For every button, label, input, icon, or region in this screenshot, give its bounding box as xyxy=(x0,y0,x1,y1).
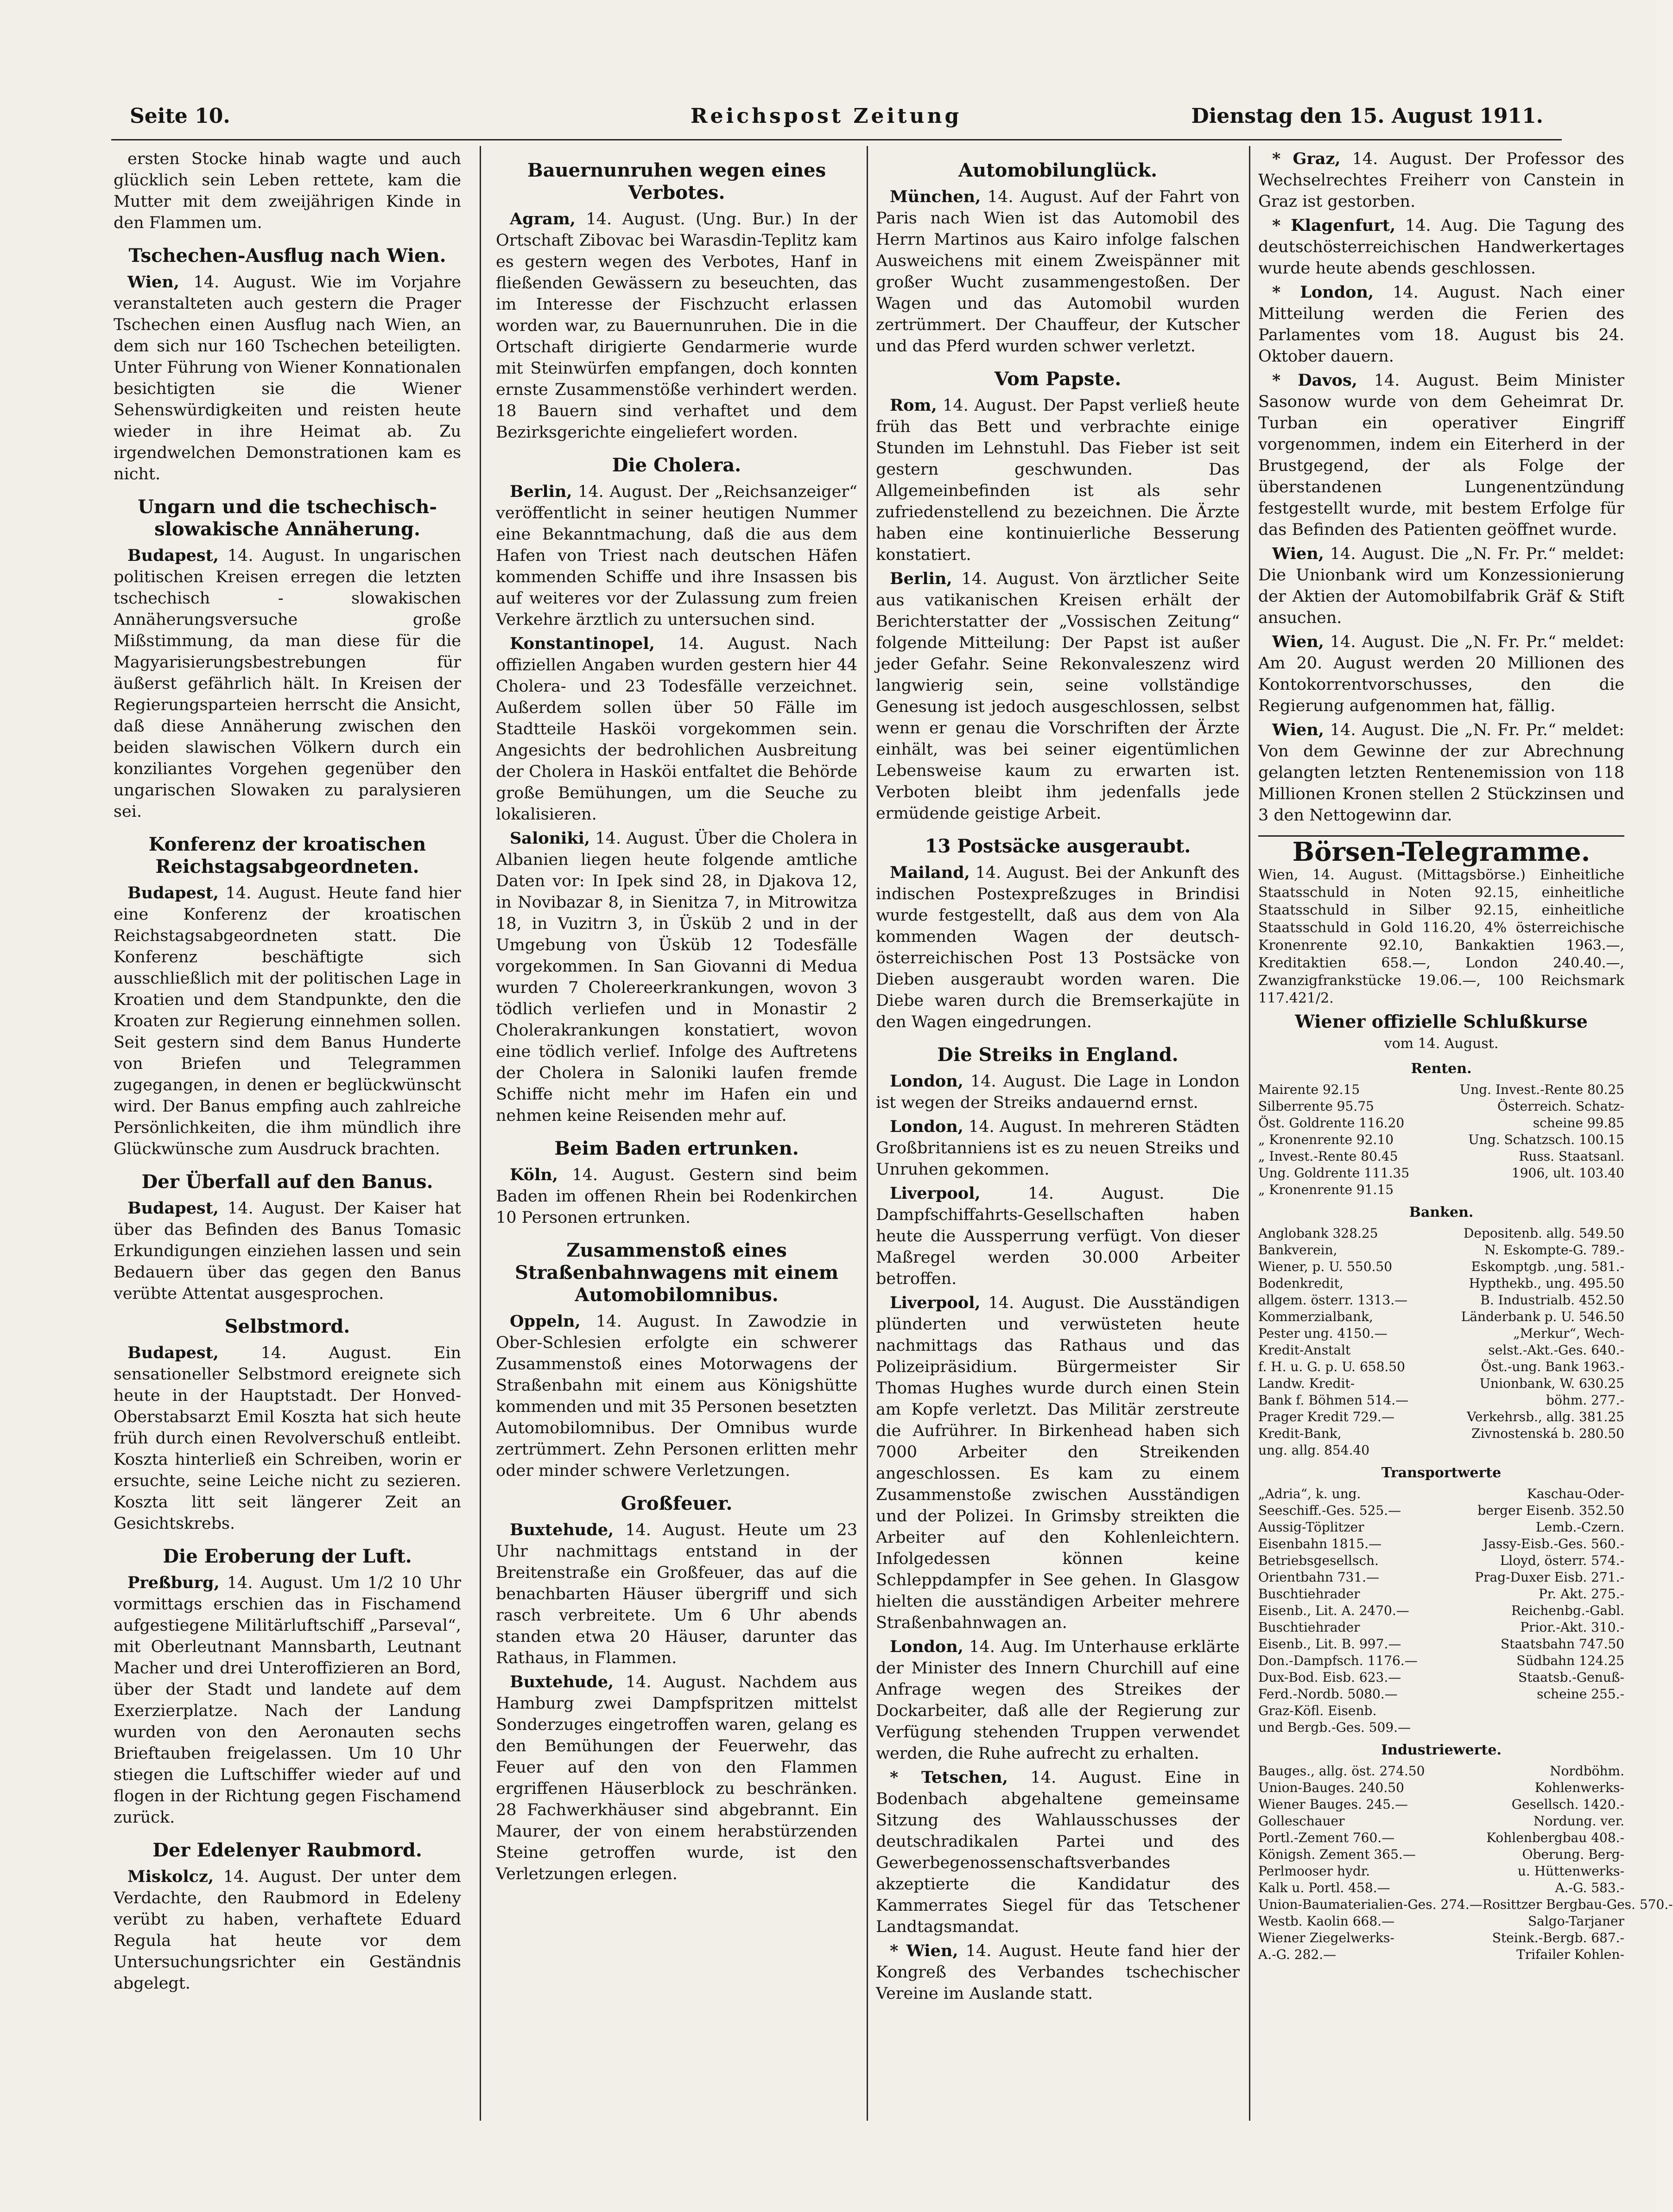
quote-cell: Golleschauer xyxy=(1258,1813,1345,1829)
quote-row xyxy=(1258,1880,1624,1896)
article-text: 14. August. Wie im Vorjahre veranstalteten auch gestern die Prager Tschechen einen Ausflug nach Wien, an dem sich nur 160 Tschechen beteiligten. Unter Führung von Wiener Konnationalen besichtigten sie die Wiener Sehenswürdigkeiten und reisten heute wieder in ihre Heimat ab. Zu irgendwelchen Demonstrationen kam es nicht. xyxy=(114,273,461,483)
quote-cell: Mairente 92.15 xyxy=(1258,1082,1360,1097)
article-paragraph xyxy=(1258,543,1624,629)
quote-cell: Depositenb. allg. 549.50 xyxy=(1463,1226,1624,1241)
quote-cell: Anglobank 328.25 xyxy=(1258,1226,1378,1241)
quote-cell: Ung. Goldrente 111.35 xyxy=(1258,1165,1410,1181)
quote-row xyxy=(1258,1653,1624,1669)
quote-cell: Rosittzer Bergbau-Ges. 570.- xyxy=(1482,1897,1673,1912)
article-text: 14. August. Nachdem aus Hamburg zwei Dampfspritzen mittelst Sonderzuges eingetroffen waren, gelang es den Bemühungen der Feuerwehr, das Feuer auf den von den Flammen ergriffenen Häuserblock zu beschränken. 28 Fachwerkhäuser sind abgebrannt. Ein Maurer, der von einem herabstürzenden Steine getroffen wurde, ist den Verletzungen erlegen. xyxy=(496,1673,857,1883)
quote-row xyxy=(1258,1669,1624,1686)
quote-cell: Bankverein, xyxy=(1258,1242,1337,1258)
quote-cell: Ferd.-Nordb. 5080.— xyxy=(1258,1686,1398,1702)
article-paragraph xyxy=(876,395,1240,566)
article-headline: Beim Baden ertrunken. xyxy=(554,1138,799,1159)
quote-row xyxy=(1258,1586,1624,1602)
quote-cell: Don.-Dampfsch. 1176.— xyxy=(1258,1653,1418,1668)
quote-cell: B. Industrialb. 452.50 xyxy=(1480,1292,1624,1308)
quote-row xyxy=(1258,1619,1624,1636)
dateline-place: Wien, xyxy=(127,273,179,292)
quote-row xyxy=(1258,1425,1624,1442)
quote-row xyxy=(1258,1846,1624,1863)
dateline-place: Budapest, xyxy=(127,884,219,903)
article-text: 14. August. Von ärztlicher Seite aus vatikanischen Kreisen erhält der Berichterstatter der „Vossischen Zeitung“ folgende Mitteilung: Der Papst ist außer jeder Gefahr. Seine Rekonvaleszenz wird langwierig sein, seine vollständige Genesung ist jedoch ausgeschlossen, selbst wenn er genau die Vorschriften der Ärzte einhält, was bei seiner eigentümlichen Lebensweise kaum zu erwarten ist. Verboten bleibt ihm jedenfalls jede ermüdende geistige Arbeit. xyxy=(876,570,1240,823)
article-paragraph xyxy=(876,1183,1240,1290)
quote-cell: böhm. 277.- xyxy=(1546,1392,1624,1408)
quote-row xyxy=(1258,1131,1624,1148)
dateline-place: Budapest, xyxy=(127,1199,219,1218)
quote-cell: Ung. Invest.-Rente 80.25 xyxy=(1459,1082,1624,1097)
quote-cell: Kohlenbergbau 408.- xyxy=(1486,1830,1624,1845)
dateline-place: * Tetschen, xyxy=(890,1768,1008,1787)
quote-table xyxy=(1258,1081,1624,1198)
quote-cell: Hypthekb., ung. 495.50 xyxy=(1469,1276,1624,1291)
article-headline: Die Eroberung der Luft. xyxy=(163,1545,412,1567)
article-text: 14. August. Der Professor des Wechselrechtes Freiherr von Canstein in Graz ist gestorben. xyxy=(1258,150,1624,211)
quote-cell: N. Eskompte-G. 789.- xyxy=(1484,1242,1624,1258)
dateline-place: Berlin, xyxy=(510,482,572,501)
article-headline: Selbstmord. xyxy=(224,1316,350,1337)
market-tables xyxy=(1258,1058,1673,1963)
quote-row xyxy=(1258,1342,1624,1359)
quote-cell: 1906, ult. 103.40 xyxy=(1511,1165,1624,1181)
quote-cell: Lemb.-Czern. xyxy=(1535,1519,1624,1535)
quote-cell: Gesellsch. 1420.- xyxy=(1511,1797,1624,1812)
quote-cell: Lloyd, österr. 574.- xyxy=(1500,1553,1624,1568)
quote-cell: Trifailer Kohlen- xyxy=(1516,1947,1624,1962)
article-paragraph xyxy=(876,1292,1240,1634)
dateline-place: München, xyxy=(890,187,981,206)
quote-cell: Öst.-ung. Bank 1963.- xyxy=(1481,1359,1624,1374)
masthead: Reichspost Zeitung xyxy=(691,104,962,128)
column-3 xyxy=(876,148,1240,2118)
quote-cell: Südbahn 124.25 xyxy=(1516,1653,1624,1668)
dateline-place: London, xyxy=(890,1117,963,1136)
quote-row xyxy=(1258,1896,1673,1913)
quote-cell: A.-G. 583.- xyxy=(1555,1880,1624,1895)
article-paragraph xyxy=(496,1164,857,1228)
quote-row xyxy=(1258,1796,1624,1813)
quote-cell: Österreich. Schatz- xyxy=(1497,1099,1624,1114)
quote-table xyxy=(1258,1225,1624,1459)
article-text: 14. August. Nach einer Mitteilung werden die Ferien des Parlamentes vom 18. August bis 24. Oktober dauern. xyxy=(1258,283,1625,366)
news-briefs xyxy=(1258,148,1624,826)
dateline-place: * Klagenfurt, xyxy=(1272,216,1396,235)
article-paragraph xyxy=(496,828,857,1126)
dateline-place: Wien, xyxy=(1272,632,1324,651)
quote-cell: Kohlenwerks- xyxy=(1534,1780,1624,1795)
quote-cell: Bauges., allg. öst. 274.50 xyxy=(1258,1763,1425,1779)
dateline-place: Saloniki, xyxy=(510,829,590,848)
quote-row xyxy=(1258,1115,1624,1131)
article-text: 14. August. Bei der Ankunft des indischen Postexpreßzuges in Brindisi wurde festgestellt, daß aus dem von Ala kommenden Wagen der deutsch-österreichischen Post 13 Postsäcke von Dieben ausgeraubt worden waren. Die Diebe waren durch die Bremserkajüte in den Wagen eingedrungen. xyxy=(876,864,1240,1031)
article-text: 14. August. Der Papst verließ heute früh das Bett und verbrachte einige Stunden im Lehnstuhl. Das Fieber ist seit gestern geschwunden. Das Allgemeinbefinden ist als sehr zufriedenstellend zu bezeichnen. Die Ärzte haben eine kontinuierliche Besserung konstatiert. xyxy=(876,396,1240,564)
article-paragraph xyxy=(114,1342,461,1534)
article-text: 14. August. Heute fand hier der Kongreß des Verbandes tschechischer Vereine im Auslande statt. xyxy=(876,1942,1240,2003)
quote-row xyxy=(1258,1225,1624,1242)
article-paragraph xyxy=(496,1311,857,1481)
article-headline: Tschechen-Ausflug nach Wien. xyxy=(128,245,446,267)
article-paragraph xyxy=(114,545,461,822)
quote-row xyxy=(1258,1519,1624,1536)
quote-cell: selst.-Akt.-Ges. 640.- xyxy=(1488,1342,1624,1358)
dateline-place: Mailand, xyxy=(890,863,970,882)
article-paragraph xyxy=(876,1116,1240,1180)
dateline-place: Berlin, xyxy=(890,569,952,588)
article-text: 14. August. Heute fand hier eine Konferenz der kroatischen Reichstagsabgeordneten statt. Die Konferenz beschäftigte sich ausschließlich mit der politischen Lage in Kroatien und dem Standpunkte, den die Kroaten zur Regierung einnehmen sollen. Seit gestern sind dem Banus Hunderte von Briefen und Telegrammen zugegangen, in denen er beglückwünscht wird. Der Banus empfing auch zahlreiche Persönlichkeiten, die ihm mündlich ihre Glückwünsche zum Ausdruck brachten. xyxy=(114,884,461,1158)
article-text: 14. August. Auf der Fahrt von Paris nach Wien ist das Automobil des Herrn Martinos aus Kairo infolge falschen Ausweichens mit einem Zweispänner mit großer Wucht zusammengestoßen. Der Wagen und das Automobil wurden zertrümmert. Der Chauffeur, der Kutscher und das Pferd wurden schwer verletzt. xyxy=(876,188,1240,356)
market-section-heading: Banken. xyxy=(1409,1204,1474,1220)
quote-row xyxy=(1258,1502,1624,1519)
quote-row xyxy=(1258,1259,1624,1275)
quote-cell: scheine 255.- xyxy=(1537,1686,1624,1702)
quote-cell: Prag-Duxer Eisb. 271.- xyxy=(1475,1570,1624,1585)
quote-row xyxy=(1258,1442,1624,1459)
market-section-heading: Renten. xyxy=(1411,1061,1472,1077)
quote-cell: Ung. Schatzsch. 100.15 xyxy=(1468,1132,1624,1147)
quote-cell: Pester ung. 4150.— xyxy=(1258,1326,1388,1341)
quote-cell: Aussig-Töplitzer xyxy=(1258,1519,1364,1535)
article-headline: Vom Papste. xyxy=(994,368,1122,390)
article-text: 14. August. Die „N. Fr. Pr.“ meldet: Die Unionbank wird um Konzessionierung der Aktien der Automobilfabrik Gräf & Stift ansuchen. xyxy=(1258,545,1624,627)
article-text: 14. August. Die Lage in London ist wegen der Streiks andauernd ernst. xyxy=(876,1072,1240,1112)
quote-cell: Russ. Staatsanl. xyxy=(1519,1149,1624,1164)
quote-cell: Kommerzialbank, xyxy=(1258,1309,1373,1324)
article-paragraph xyxy=(114,883,461,1160)
quote-row xyxy=(1258,1780,1624,1796)
market-section-heading: Transportwerte xyxy=(1381,1465,1502,1481)
quote-cell: ung. allg. 854.40 xyxy=(1258,1443,1370,1458)
article-paragraph xyxy=(1258,282,1624,367)
market-subtitle: Wiener offizielle Schlußkurse xyxy=(1295,1011,1588,1032)
dateline-place: * Graz, xyxy=(1272,149,1341,168)
dateline-place: Agram, xyxy=(510,210,576,229)
article-paragraph xyxy=(114,1572,461,1828)
dateline-place: Liverpool, xyxy=(890,1184,981,1203)
dateline-place: * Wien, xyxy=(890,1941,958,1960)
quote-row xyxy=(1258,1148,1624,1165)
quote-cell: „ Invest.-Rente 80.45 xyxy=(1258,1149,1398,1164)
quote-row xyxy=(1258,1830,1624,1846)
quote-cell: Pr. Akt. 275.- xyxy=(1539,1586,1624,1602)
quote-cell: Staatsb.-Genuß- xyxy=(1518,1670,1624,1685)
quote-cell: Salgo-Tarjaner xyxy=(1527,1913,1624,1929)
quote-cell: Öst. Goldrente 116.20 xyxy=(1258,1115,1405,1131)
dateline-place: Wien, xyxy=(1272,720,1324,739)
article-paragraph xyxy=(496,481,857,630)
quote-row xyxy=(1258,1392,1624,1409)
quote-cell: Nordböhm. xyxy=(1550,1763,1624,1779)
dateline-place: Buxtehude, xyxy=(510,1672,614,1691)
quote-cell: „Adria“, k. ung. xyxy=(1258,1486,1361,1501)
issue-date: Dienstag den 15. August 1911. xyxy=(1191,104,1543,128)
article-text: 14. August. Heute um 23 Uhr nachmittags entstand in der Breitenstraße ein Großfeuer, das auf die benachbarten Häuser übergriff und sich rasch verbreitete. Um 6 Uhr abends standen etwa 20 Häuser, darunter das Rathaus, in Flammen. xyxy=(496,1521,857,1667)
article-paragraph xyxy=(876,1767,1240,1938)
article-text: 14. August. Die Ausständigen plünderten und verwüsteten heute nachmittags das Rathaus und das Polizeipräsidium. Bürgermeister Sir Thomas Hughes wurde durch einen Stein am Kopfe verletzt. Das Militär zerstreute die Aufrührer. In Birkenhead haben sich 7000 Arbeiter den Streikenden angeschlossen. Es kam zu einem Zusammenstoße zwischen Ausständigen und der Polizei. In Grimsby streikten die Arbeiter auf den Kohlenleichtern. Infolgedessen können keine Schleppdampfer in See gehen. In Glasgow hielten die ausständigen Arbeiter mehrere Straßenbahnwagen an. xyxy=(876,1294,1240,1632)
article-paragraph xyxy=(496,633,857,825)
article-paragraph xyxy=(1258,215,1624,279)
quote-cell: Prior.-Akt. 310.- xyxy=(1520,1620,1624,1635)
article-text: 14. August. Ein sensationeller Selbstmord ereignete sich heute in der Hauptstadt. Der Honved-Oberstabsarzt Emil Koszta hat sich heute früh durch einen Revolverschuß entleibt. Koszta hinterließ ein Schreiben, worin er ersuchte, seine Leiche nicht zu sezieren. Koszta litt seit längerer Zeit an Gesichtskrebs. xyxy=(114,1344,461,1533)
dateline-place: Liverpool, xyxy=(890,1293,981,1312)
dateline-place: * Davos, xyxy=(1272,371,1357,390)
column-2 xyxy=(496,148,857,2118)
dateline-place: Wien, xyxy=(1272,544,1324,563)
article-paragraph xyxy=(876,1071,1240,1113)
quote-cell: Eskomptgb. ,ung. 581.- xyxy=(1471,1259,1624,1274)
article-paragraph xyxy=(876,186,1240,357)
article-headline: Der Überfall auf den Banus. xyxy=(141,1171,433,1193)
quote-row xyxy=(1258,1763,1624,1780)
article-paragraph xyxy=(496,209,857,443)
dateline-place: Preßburg, xyxy=(127,1573,220,1592)
quote-cell: Länderbank p. U. 546.50 xyxy=(1461,1309,1624,1324)
quote-cell: Eisenbahn 1815.— xyxy=(1258,1536,1382,1551)
market-date: vom 14. August. xyxy=(1384,1036,1499,1052)
article-text: 14. August. Über die Cholera in Albanien liegen heute folgende amtliche Daten vor: In Ipek sind 28, in Djakova 12, in Novibazar 8, in Sienitza 7, in Mitrowitza 18, in Vuzitrn 3, in Üsküb 2 und in der Umgebung von Üsküb 12 Todesfälle vorgekommen. In San Giovanni di Medua wurden 7 Cholereerkrankungen, wovon 3 tödlich verliefen und in Monastir 2 Cholerakrankungen konstatiert, wovon eine tödlich verlief. Infolge des Auftretens der Cholera in Saloniki laufen fremde Schiffe nicht mehr im Hafen ein und nehmen keine Reisenden mehr auf. xyxy=(496,829,857,1125)
dateline-place: Köln, xyxy=(510,1165,558,1184)
quote-cell: Eisenb., Lit. A. 2470.— xyxy=(1258,1603,1409,1618)
dateline-place: Konstantinopel, xyxy=(510,634,655,653)
quote-row xyxy=(1258,1165,1624,1182)
quote-row xyxy=(1258,1552,1624,1569)
article-text: 14. August. Eine in Bodenbach abgehaltene gemeinsame Sitzung des Wahlausschusses der deutschradikalen Partei und des Gewerbegenossenschaftsverbandes akzeptierte die Kandidatur des Kammerrates Siegel für das Tetschener Landtagsmandat. xyxy=(876,1768,1240,1936)
quote-cell: Königsh. Zement 365.— xyxy=(1258,1847,1416,1862)
market-intro: Wien, 14. August. (Mittagsbörse.) Einheitliche Staatsschuld in Noten 92.15, einheitliche Staatsschuld in Silber 92.15, einheitliche Staatsschuld in Gold 116.20, 4% österreichische Kronenrente 92.10, Bankaktien 1963.—, Kreditaktien 658.—, London 240.40.—, Zwanzigfrankstücke 19.06.—, 100 Reichsmark 117.421/2. xyxy=(1258,867,1624,1006)
quote-cell: „Merkur“, Wech- xyxy=(1513,1326,1624,1341)
quote-cell: Portl.-Zement 760.— xyxy=(1258,1830,1395,1845)
article-paragraph xyxy=(876,1940,1240,2004)
quote-cell: Silberrente 95.75 xyxy=(1258,1099,1374,1114)
article-paragraph xyxy=(496,1519,857,1669)
quote-cell: Staatsbahn 747.50 xyxy=(1501,1636,1624,1652)
quote-cell: Union-Baumaterialien-Ges. 274.— xyxy=(1258,1897,1483,1912)
quote-cell: Wiener Bauges. 245.— xyxy=(1258,1797,1408,1812)
article-headline: Ungarn und die tschechisch-slowakische Annäherung. xyxy=(138,496,437,540)
quote-cell: Oberung. Berg- xyxy=(1522,1847,1624,1862)
dateline-place: Miskolcz, xyxy=(127,1867,214,1886)
quote-row xyxy=(1258,1569,1624,1586)
article-paragraph xyxy=(114,1866,461,1994)
quote-row xyxy=(1258,1309,1624,1325)
article-paragraph xyxy=(876,1636,1240,1764)
quote-cell: „ Kronenrente 92.10 xyxy=(1258,1132,1394,1147)
quote-cell: u. Hüttenwerks- xyxy=(1517,1863,1624,1879)
article-headline: Der Edelenyer Raubmord. xyxy=(152,1839,422,1861)
article-paragraph xyxy=(114,148,461,234)
quote-table xyxy=(1258,1763,1673,1963)
article-text: 14. August. Der Kaiser hat über das Befinden des Banus Tomasic Erkundigungen einziehen lassen und sein Bedauern über das gegen den Banus verübte Attentat ausgesprochen. xyxy=(114,1199,461,1303)
article-headline: 13 Postsäcke ausgeraubt. xyxy=(925,835,1191,857)
article-paragraph xyxy=(876,862,1240,1033)
quote-cell: A.-G. 282.— xyxy=(1258,1947,1337,1962)
quote-row xyxy=(1258,1930,1624,1946)
quote-cell: Eisenb., Lit. B. 997.— xyxy=(1258,1636,1401,1652)
quote-cell: Betriebsgesellsch. xyxy=(1258,1553,1379,1568)
dateline-place: Budapest, xyxy=(127,1343,219,1362)
article-text: ersten Stocke hinab wagte und auch glücklich sein Leben rettete, kam die Mutter mit dem zweijährigen Kinde in den Flammen um. xyxy=(114,150,461,232)
quote-cell: Wiener Ziegelwerks- xyxy=(1258,1930,1394,1945)
quote-cell: f. H. u. G. p. U. 658.50 xyxy=(1258,1359,1405,1374)
dateline-place: Budapest, xyxy=(127,546,219,565)
article-headline: Automobilunglück. xyxy=(958,159,1158,181)
article-paragraph xyxy=(1258,631,1624,717)
quote-cell: berger Eisenb. 352.50 xyxy=(1477,1503,1624,1518)
quote-cell: Kredit-Anstalt xyxy=(1258,1342,1351,1358)
quote-row xyxy=(1258,1098,1624,1115)
article-headline: Großfeuer. xyxy=(621,1493,733,1514)
quote-cell: Kredit-Bank, xyxy=(1258,1426,1342,1441)
article-paragraph xyxy=(496,1672,857,1885)
quote-row xyxy=(1258,1375,1624,1392)
market-section xyxy=(1258,835,1673,1963)
quote-cell: und Bergb.-Ges. 509.— xyxy=(1258,1720,1411,1735)
quote-row xyxy=(1258,1359,1624,1375)
article-text: 14. August. In mehreren Städten Großbritanniens ist es zu neuen Streiks und Unruhen gekommen. xyxy=(876,1118,1240,1179)
article-text: 14. August. Die „N. Fr. Pr.“ meldet: Am 20. August werden 20 Millionen des Kontokorrentvorschusses, den die Regierung aufgenommen hat, fällig. xyxy=(1258,633,1624,715)
article-text: 14. August. Die Dampfschiffahrts-Gesellschaften haben heute die Aussperrung verfügt. Von dieser Maßregel werden 30.000 Arbeiter betroffen. xyxy=(876,1184,1240,1288)
article-text: 14. Aug. Im Unterhause erklärte der Minister des Innern Churchill auf eine Anfrage wegen des Streikes der Dockarbeiter, daß alle der Regierung zur Verfügung stehenden Truppen verwendet werden, die Ruhe aufrecht zu erhalten. xyxy=(876,1638,1240,1763)
article-text: 14. August. Der unter dem Verdachte, den Raubmord in Edeleny verübt zu haben, verhaftete Eduard Regula hat heute vor dem Untersuchungsrichter ein Geständnis abgelegt. xyxy=(114,1868,461,1993)
quote-cell: Perlmooser hydr. xyxy=(1258,1863,1370,1879)
quote-cell: Zivnostenská b. 280.50 xyxy=(1471,1426,1624,1441)
quote-row xyxy=(1258,1292,1624,1309)
article-text: 14. August. Der „Reichsanzeiger“ veröffentlicht in seiner heutigen Nummer eine Bekanntmachung, daß die aus dem Hafen von Triest nach deutschen Häfen kommenden Schiffe und ihre Insassen bis auf weiteres vor der Zulassung zum freien Verkehre ärztlich zu untersuchen sind. xyxy=(496,483,857,629)
quote-cell: Graz-Köfl. Eisenb. xyxy=(1258,1703,1377,1718)
quote-cell: Steink.-Bergb. 687.- xyxy=(1492,1930,1624,1945)
quote-cell: Westb. Kaolin 668.— xyxy=(1258,1913,1395,1929)
dateline-place: London, xyxy=(890,1637,963,1656)
column-divider xyxy=(867,146,868,2121)
quote-cell: Jassy-Eisb.-Ges. 560.- xyxy=(1483,1536,1624,1551)
quote-cell: Nordung. ver. xyxy=(1533,1813,1624,1829)
article-text: 14. August. In Zawodzie in Ober-Schlesien erfolgte ein schwerer Zusammenstoß eines Motorwagens der Straßenbahn mit einem aus Königshütte kommenden und mit 35 Personen besetzten Automobilomnibus. Der Omnibus wurde zertrümmert. Zehn Personen erlitten mehr oder minder schwere Verletzungen. xyxy=(496,1312,857,1480)
column-divider xyxy=(1249,146,1250,2121)
quote-cell: Reichenbg.-Gabl. xyxy=(1511,1603,1624,1618)
quote-row xyxy=(1258,1409,1624,1425)
quote-table xyxy=(1258,1486,1624,1736)
article-paragraph xyxy=(1258,148,1624,212)
quote-row xyxy=(1258,1182,1624,1198)
header-rule xyxy=(111,139,1562,140)
quote-cell: Landw. Kredit- xyxy=(1258,1376,1355,1391)
quote-cell: allgem. österr. 1313.— xyxy=(1258,1292,1408,1308)
article-text: 14. August. Beim Minister Sasonow wurde von dem Geheimrat Dr. Turban ein operativer Eingriff vorgenommen, indem ein Eiterherd in der Brustgegend, der als Folge der überstandenen Lungenentzündung festgestellt wurde, mit bestem Erfolge für das Befinden des Patienten geöffnet wurde. xyxy=(1258,371,1624,539)
quote-row xyxy=(1258,1913,1624,1930)
article-paragraph xyxy=(1258,370,1624,540)
article-text: 14. August. Um 1/2 10 Uhr vormittags erschien das in Fischamend aufgestiegene Militärluftschiff „Parseval“, mit Oberleutnant Mannsbarth, Leutnant Macher und drei Unteroffizieren an Bord, über der Stadt und landete auf dem Exerzierplatze. Nach der Landung wurden von den Aeronauten sechs Brieftauben freigelassen. Um 10 Uhr stiegen die Luftschiffer wieder auf und flogen in der Richtung gegen Fischamend zurück. xyxy=(114,1574,461,1827)
quote-cell: Buschtiehrader xyxy=(1258,1620,1360,1635)
quote-cell: Prager Kredit 729.— xyxy=(1258,1409,1394,1424)
quote-cell: Verkehrsb., allg. 381.25 xyxy=(1467,1409,1624,1424)
quote-row xyxy=(1258,1719,1624,1736)
article-headline: Die Cholera. xyxy=(612,454,741,476)
page-number: Seite 10. xyxy=(130,104,230,128)
article-text: 14. Aug. Die Tagung des deutschösterreichischen Handwerkertages wurde heute abends geschlossen. xyxy=(1258,216,1624,278)
quote-row xyxy=(1258,1863,1624,1880)
dateline-place: * London, xyxy=(1272,283,1374,302)
quote-cell: Kaschau-Oder- xyxy=(1527,1486,1624,1501)
quote-row xyxy=(1258,1081,1624,1098)
article-headline: Konferenz der kroatischen Reichstagsabgeordneten. xyxy=(148,833,426,877)
quote-row xyxy=(1258,1602,1624,1619)
quote-row xyxy=(1258,1486,1624,1502)
article-paragraph xyxy=(114,1198,461,1304)
quote-row xyxy=(1258,1275,1624,1292)
quote-row xyxy=(1258,1536,1624,1552)
quote-cell: Wiener, p. U. 550.50 xyxy=(1258,1259,1393,1274)
page-header xyxy=(111,104,1562,132)
dateline-place: Rom, xyxy=(890,396,937,415)
quote-row xyxy=(1258,1703,1624,1719)
quote-cell: Kalk u. Portl. 458.— xyxy=(1258,1880,1390,1895)
quote-row xyxy=(1258,1325,1624,1342)
article-paragraph xyxy=(1258,719,1624,826)
market-section-heading: Industriewerte. xyxy=(1381,1742,1502,1758)
dateline-place: London, xyxy=(890,1072,963,1091)
quote-cell: Dux-Bod. Eisb. 623.— xyxy=(1258,1670,1401,1685)
column-divider xyxy=(480,146,481,2121)
quote-cell: Buschtiehrader xyxy=(1258,1586,1360,1602)
quote-cell: Union-Bauges. 240.50 xyxy=(1258,1780,1404,1795)
quote-cell: Seeschiff.-Ges. 525.— xyxy=(1258,1503,1401,1518)
column-4 xyxy=(1258,148,1673,2118)
article-paragraph xyxy=(114,272,461,485)
article-headline: Bauernunruhen wegen eines Verbotes. xyxy=(527,159,826,203)
article-text: 14. August. (Ung. Bur.) In der Ortschaft Zibovac bei Warasdin-Teplitz kam es gestern wegen des Verbotes, Hanf in fließenden Gewässern zu beseuchten, das im Interesse der Fischzucht erlassen worden war, zu Bauernunruhen. Die in die Ortschaft dirigierte Gendarmerie wurde mit Steinwürfen empfangen, doch konnten ernste Zusammenstöße verhindert werden. 18 Bauern sind verhaftet und dem Bezirksgerichte eingeliefert worden. xyxy=(496,210,857,442)
article-headline: Die Streiks in England. xyxy=(937,1044,1179,1066)
quote-row xyxy=(1258,1636,1624,1653)
quote-cell: „ Kronenrente 91.15 xyxy=(1258,1182,1394,1197)
quote-cell: Bodenkredit, xyxy=(1258,1276,1343,1291)
quote-row xyxy=(1258,1813,1624,1830)
quote-cell: Unionbank, W. 630.25 xyxy=(1479,1376,1624,1391)
quote-cell: Bank f. Böhmen 514.— xyxy=(1258,1392,1409,1408)
dateline-place: Buxtehude, xyxy=(510,1520,614,1539)
quote-cell: Orientbahn 731.— xyxy=(1258,1570,1380,1585)
quote-row xyxy=(1258,1686,1624,1703)
article-paragraph xyxy=(876,568,1240,824)
quote-row xyxy=(1258,1242,1624,1259)
article-text: 14. August. Nach offiziellen Angaben wurden gestern hier 44 Cholera- und 23 Todesfälle verzeichnet. Außerdem sollen über 50 Fälle im Stadtteile Hasköi vorgekommen sein. Angesichts der bedrohlichen Ausbreitung der Cholera in Hasköi entfaltet die Behörde große Bemühungen, um die Seuche zu lokalisieren. xyxy=(496,635,857,824)
quote-row xyxy=(1258,1946,1624,1963)
dateline-place: Oppeln, xyxy=(510,1312,581,1331)
quote-cell: scheine 99.85 xyxy=(1533,1115,1624,1131)
article-text: 14. August. In ungarischen politischen Kreisen erregen die letzten tschechisch - slowakischen Annäherungsversuche große Mißstimmung, da man diese für die Magyarisierungsbestrebungen für äußerst gefährlich hält. In Kreisen der Regierungsparteien herrscht die Ansicht, daß diese Annäherung zwischen den beiden slawischen Völkern durch ein konziliantes Vorgehen gegenüber den ungarischen Slowaken zu paralysieren sei. xyxy=(114,547,461,821)
article-headline: Zusammenstoß eines Straßenbahnwagens mit einem Automobilomnibus. xyxy=(514,1239,839,1306)
article-text: 14. August. Die „N. Fr. Pr.“ meldet: Von dem Gewinne der zur Abrechnung gelangten letzten Rentenemission von 118 Millionen Kronen stellen 2 Stückzinsen und 3 den Nettogewinn dar. xyxy=(1258,721,1624,825)
article-text: 14. August. Gestern sind beim Baden im offenen Rhein bei Rodenkirchen 10 Personen ertrunken. xyxy=(496,1166,857,1227)
column-1 xyxy=(114,148,461,2118)
market-title: Börsen-Telegramme. xyxy=(1258,835,1624,863)
